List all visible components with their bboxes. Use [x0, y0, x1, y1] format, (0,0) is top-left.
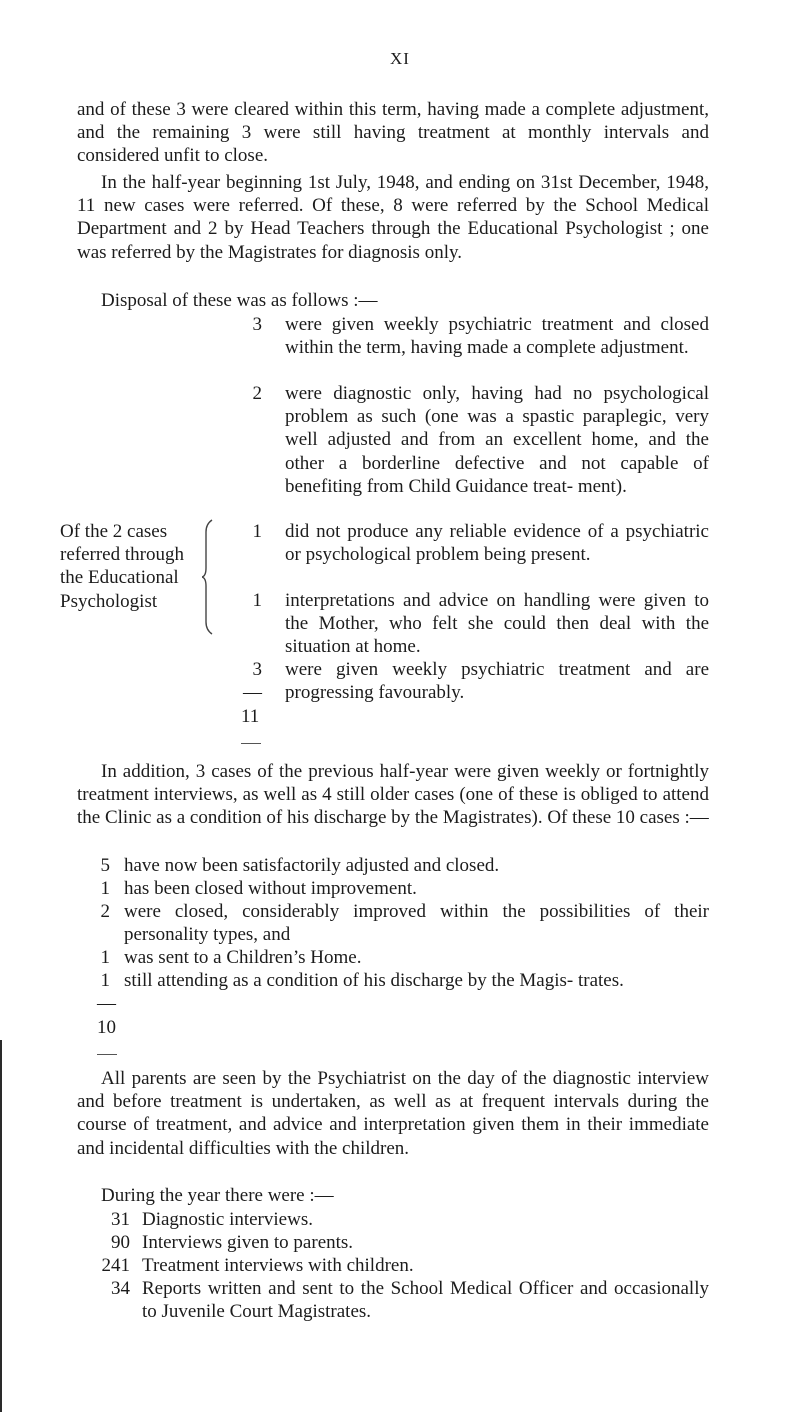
item-number: 2: [100, 901, 110, 922]
year-lead: During the year there were :—: [101, 1185, 334, 1206]
total-rule: [97, 1054, 117, 1055]
item-text: Interviews given to parents.: [142, 1232, 354, 1253]
item-number: 1: [252, 590, 262, 611]
item-number: 34: [111, 1278, 130, 1299]
item-text: Treatment interviews with children.: [142, 1255, 414, 1276]
total-rule: [241, 743, 261, 744]
item-text: were closed, considerably improved within the possibilities of their personality types, and: [124, 901, 709, 946]
item-number: 1: [252, 521, 262, 542]
item-text: were given weekly psychiatric treatment and are progressing favourably.: [285, 659, 709, 704]
additional-total: 10: [97, 1017, 116, 1038]
item-number: 1: [100, 947, 110, 968]
item-number: 2: [252, 383, 262, 404]
paragraph-4: All parents are seen by the Psychiatrist on the day of the diagnostic interview and before treatment is undertaken, as well as at frequent intervals during the course of treatment, and advice and interpretation given them in their immediate and incidental difficulties with the children.: [77, 1068, 709, 1159]
item-text: were diagnostic only, having had no psychological problem as such (one was a spastic paraplegic, very well adjusted and from an excellent home, and the other a borderline defective and not capable of benefiting from Child Guidance treat- ment).: [285, 383, 709, 497]
item-text: did not produce any reliable evidence of a psychiatric or psychological problem being present.: [285, 521, 709, 566]
item-text: still attending as a condition of his discharge by the Magis- trates.: [124, 970, 624, 991]
paragraph-2: In the half-year beginning 1st July, 1948, and ending on 31st December, 1948, 11 new cases were referred. Of these, 8 were referred by the School Medical Department and 2 by Head Teachers through the Educational Psychologist ; one was referred by the Magistrates for diagnosis only.: [77, 172, 709, 263]
item-text: were given weekly psychiatric treatment and closed within the term, having made a complete adjustment.: [285, 314, 709, 359]
item-text: Diagnostic interviews.: [142, 1209, 313, 1230]
disposal-total: 11: [241, 706, 260, 727]
paragraph-3: In addition, 3 cases of the previous half-year were given weekly or fortnightly treatment interviews, as well as 4 still older cases (one of these is obliged to attend the Clinic as a condition of his discharge by the Magistrates). Of these 10 cases :—: [77, 761, 709, 829]
item-number: 5: [100, 855, 110, 876]
side-note: Of the 2 cases referred through the Educational Psychologist: [60, 521, 184, 612]
item-number: 1: [100, 878, 110, 899]
item-number: 3: [252, 659, 262, 680]
item-number: 241: [101, 1255, 130, 1276]
item-text: Reports written and sent to the School Medical Officer and occasionally to Juvenile Court Magistrates.: [142, 1278, 709, 1323]
item-text: interpretations and advice on handling were given to the Mother, who felt she could then deal with the situation at home.: [285, 590, 709, 658]
item-number: 3: [252, 314, 262, 335]
page-edge: [0, 1040, 2, 1412]
item-text: has been closed without improvement.: [124, 878, 417, 899]
item-text: have now been satisfactorily adjusted and closed.: [124, 855, 500, 876]
item-number: 1: [100, 970, 110, 991]
brace-icon: [202, 518, 214, 636]
page-number: XI: [390, 49, 410, 68]
item-text: was sent to a Children’s Home.: [124, 947, 362, 968]
dash-mark: —: [97, 993, 116, 1014]
disposal-lead: Disposal of these was as follows :—: [101, 290, 378, 311]
item-number: 90: [111, 1232, 130, 1253]
paragraph-1: and of these 3 were cleared within this term, having made a complete adjustment, and the remaining 3 were still having treatment at monthly intervals and considered unfit to close.: [77, 99, 709, 167]
item-number: 31: [111, 1209, 130, 1230]
dash-mark: —: [243, 682, 262, 703]
